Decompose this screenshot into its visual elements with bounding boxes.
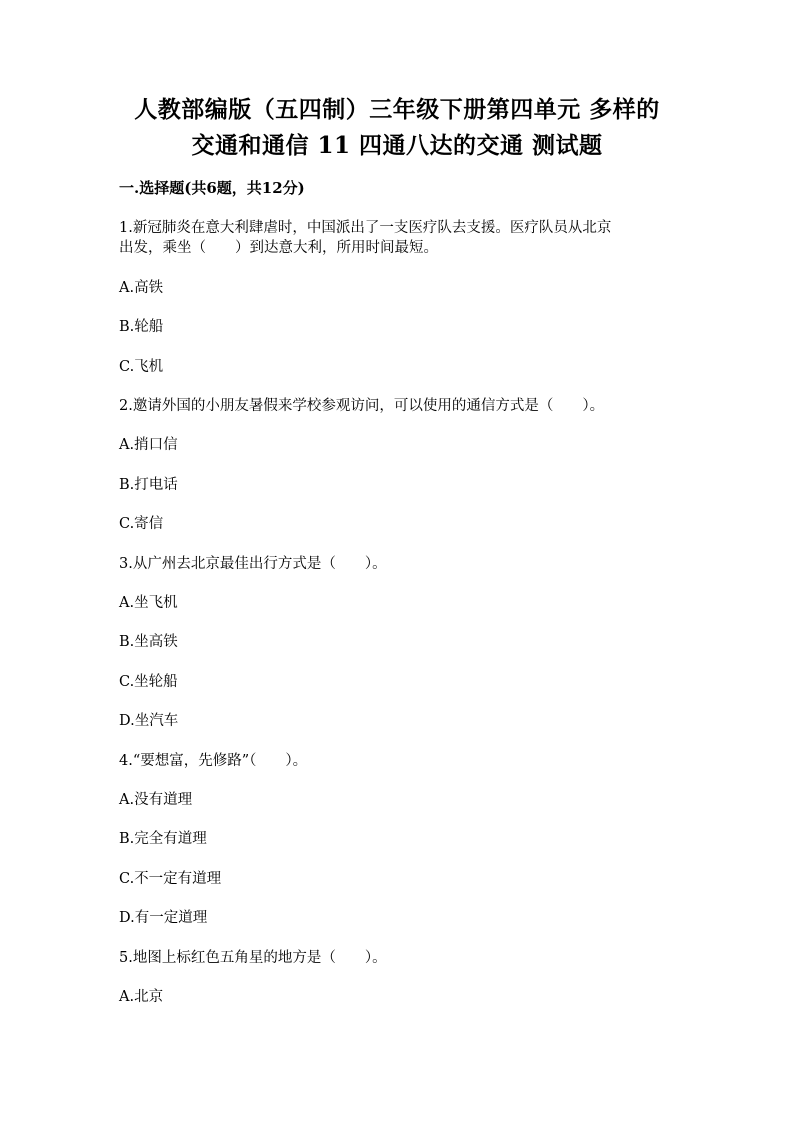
question-4-option-b: B.完全有道理 bbox=[119, 831, 207, 847]
question-1-stem-line-2: 出发，乘坐（ ）到达意大利，所用时间最短。 bbox=[119, 240, 438, 256]
question-4-option-d: D.有一定道理 bbox=[119, 910, 208, 926]
question-3-option-c: C.坐轮船 bbox=[119, 674, 178, 690]
question-2-option-c: C.寄信 bbox=[119, 516, 164, 532]
question-2-stem: 2.邀请外国的小朋友暑假来学校参观访问，可以使用的通信方式是（ ）。 bbox=[119, 398, 605, 414]
question-3-stem: 3.从广州去北京最佳出行方式是（ ）。 bbox=[119, 556, 387, 572]
question-3-option-b: B.坐高铁 bbox=[119, 634, 178, 650]
question-3-option-a: A.坐飞机 bbox=[119, 595, 178, 611]
question-1-option-c: C.飞机 bbox=[119, 359, 164, 375]
question-1-stem-line-1: 1.新冠肺炎在意大利肆虐时，中国派出了一支医疗队去支援。医疗队员从北京 bbox=[119, 220, 612, 236]
question-4-option-c: C.不一定有道理 bbox=[119, 871, 222, 887]
page-title-line-1: 人教部编版（五四制）三年级下册第四单元 多样的 bbox=[134, 96, 660, 123]
question-3-option-d: D.坐汽车 bbox=[119, 713, 179, 729]
page-title-line-2: 交通和通信 11 四通八达的交通 测试题 bbox=[191, 132, 603, 159]
question-2-option-b: B.打电话 bbox=[119, 477, 178, 493]
question-1-option-b: B.轮船 bbox=[119, 319, 164, 335]
question-1-option-a: A.高铁 bbox=[119, 280, 164, 296]
question-4-option-a: A.没有道理 bbox=[119, 792, 193, 808]
question-4-stem: 4.“要想富，先修路”（ ）。 bbox=[119, 753, 308, 769]
question-2-option-a: A.捎口信 bbox=[119, 437, 178, 453]
section-heading: 一.选择题(共6题，共12分) bbox=[119, 179, 305, 197]
question-5-option-a: A.北京 bbox=[119, 989, 164, 1005]
question-5-stem: 5.地图上标红色五角星的地方是（ ）。 bbox=[119, 950, 387, 966]
